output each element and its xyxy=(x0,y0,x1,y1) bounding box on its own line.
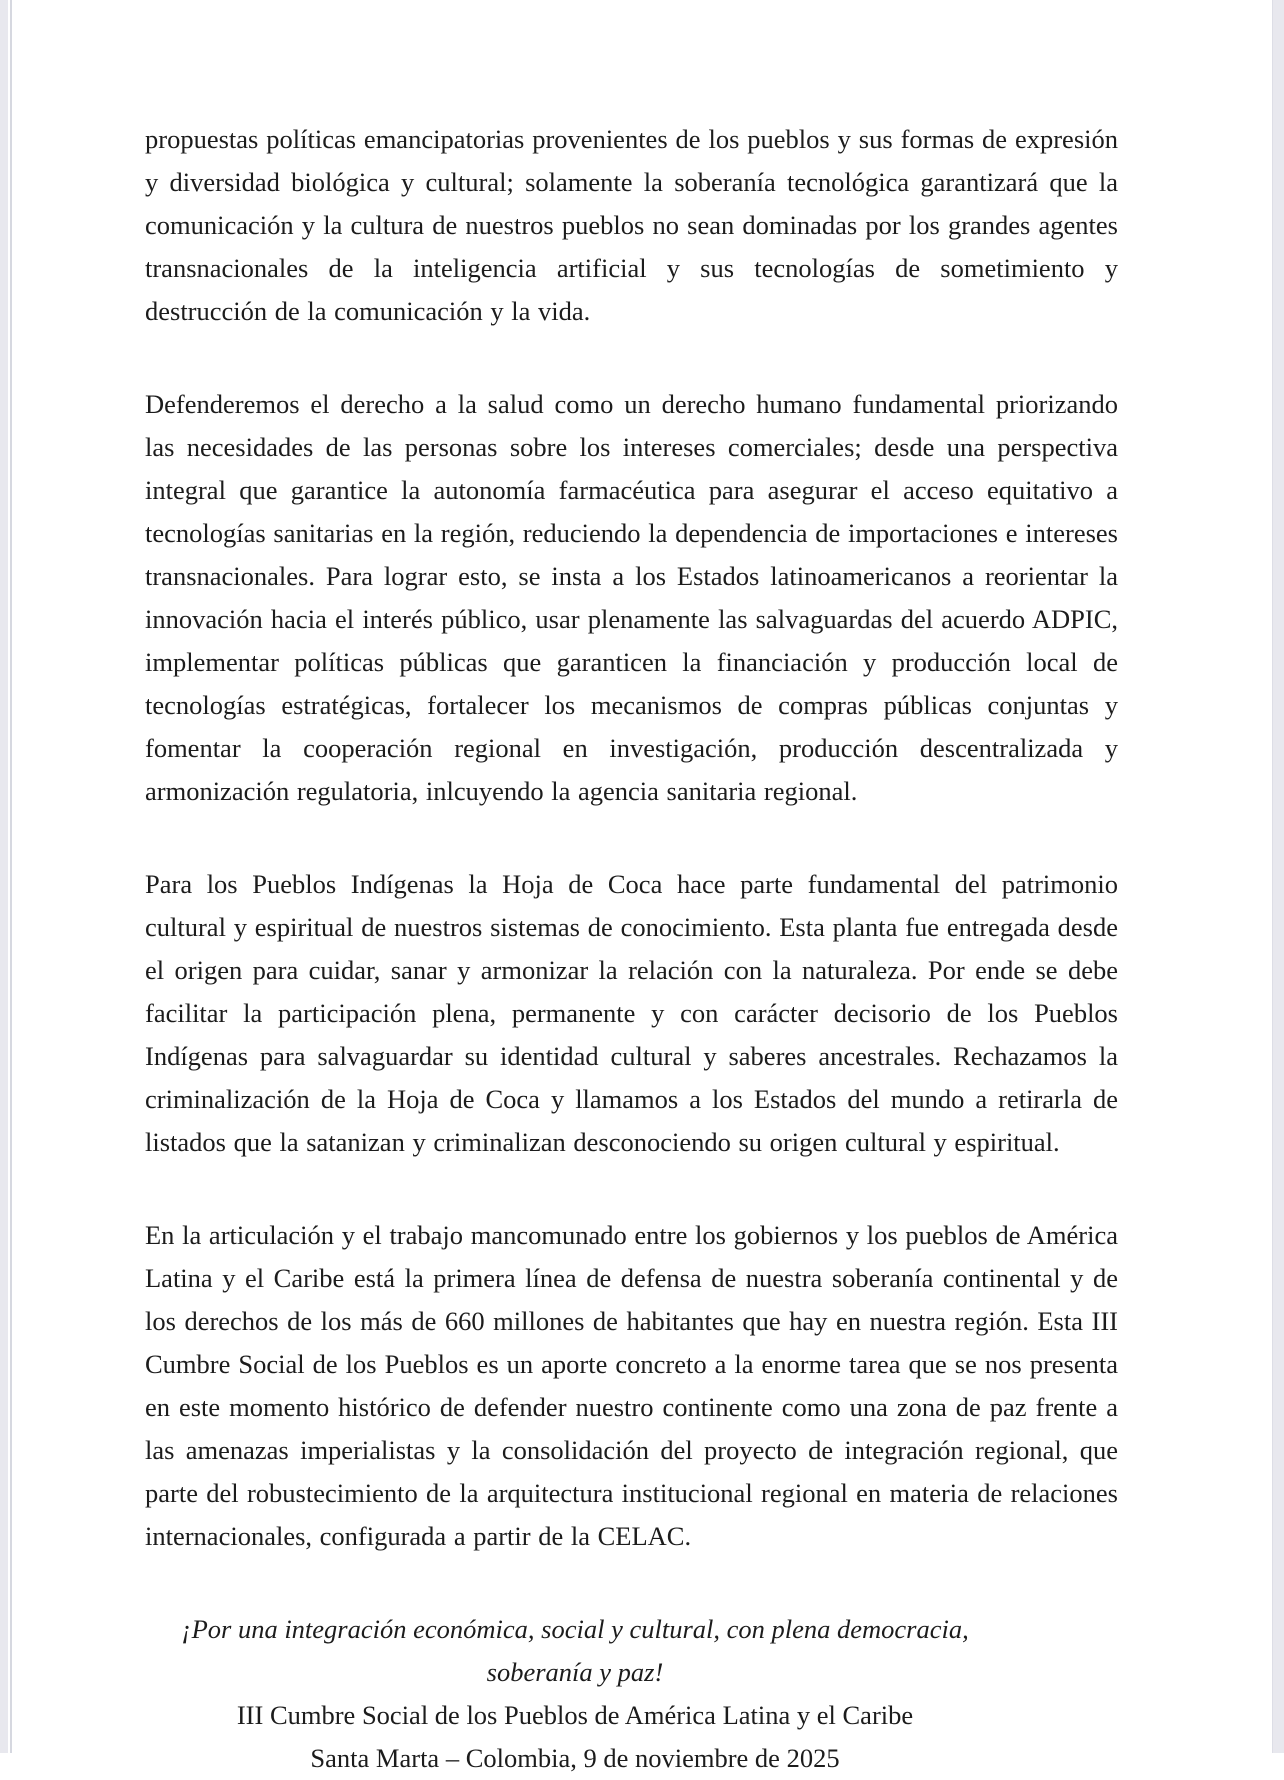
paragraph-health-rights: Defenderemos el derecho a la salud como un derecho humano fundamental priorizando las necesidades de las personas sobre los intereses comerciales; desde una perspectiva integral que garantice la autonomía farmacéutica para asegurar el acceso equitativo a tecnologías sanitarias en la región, reduciendo la dependencia de importaciones e intereses transnacionales. Para lograr esto, se insta a los Estados latinoamericanos a reorientar la innovación hacia el interés público, usar plenamente las salvaguardas del acuerdo ADPIC, implementar políticas públicas que garanticen la financiación y producción local de tecnologías estratégicas, fortalecer los mecanismos de compras públicas conjuntas y fomentar la cooperación regional en investigación, producción descentralizada y armonización regulatoria, inlcuyendo la agencia sanitaria regional. xyxy=(145,389,1118,806)
document-page xyxy=(145,118,1118,1780)
paragraph-coca-leaf: Para los Pueblos Indígenas la Hoja de Coca hace parte fundamental del patrimonio cultural y espiritual de nuestros sistemas de conocimiento. Esta planta fue entregada desde el origen para cuidar, sanar y armonizar la relación con la naturaleza. Por ende se debe facilitar la participación plena, permanente y con carácter decisorio de los Pueblos Indígenas para salvaguardar su identidad cultural y saberes ancestrales. Rechazamos la criminalización de la Hoja de Coca y llamamos a los Estados del mundo a retirarla de listados que la satanizan y criminalizan desconociendo su origen cultural y espiritual. xyxy=(145,869,1118,1157)
closing-block xyxy=(145,1608,1005,1780)
closing-place-date: Santa Marta – Colombia, 9 de noviembre de 2025 xyxy=(310,1743,840,1773)
viewer-edge-strip-right xyxy=(1273,0,1284,1753)
closing-summit-name: III Cumbre Social de los Pueblos de América Latina y el Caribe xyxy=(236,1700,914,1730)
viewer-edge-strip-left xyxy=(0,0,8,1753)
paragraph-tech-sovereignty: propuestas políticas emancipatorias provenientes de los pueblos y sus formas de expresión y diversidad biológica y cultural; solamente la soberanía tecnológica garantizará que la comunicación y la cultura de nuestros pueblos no sean dominadas por los grandes agentes transnacionales de la inteligencia artificial y sus tecnologías de sometimiento y destrucción de la comunicación y la vida. xyxy=(145,124,1118,326)
closing-slogan: ¡Por una integración económica, social y cultural, con plena democracia, soberanía y paz! xyxy=(181,1614,969,1687)
paragraph-regional-integration: En la articulación y el trabajo mancomunado entre los gobiernos y los pueblos de América Latina y el Caribe está la primera línea de defensa de nuestra soberanía continental y de los derechos de los más de 660 millones de habitantes que hay en nuestra región. Esta III Cumbre Social de los Pueblos es un aporte concreto a la enorme tarea que se nos presenta en este momento histórico de defender nuestro continente como una zona de paz frente a las amenazas imperialistas y la consolidación del proyecto de integración regional, que parte del robustecimiento de la arquitectura institucional regional en materia de relaciones internacionales, configurada a partir de la CELAC. xyxy=(145,1220,1118,1551)
page-edge-line-left xyxy=(10,0,12,1753)
